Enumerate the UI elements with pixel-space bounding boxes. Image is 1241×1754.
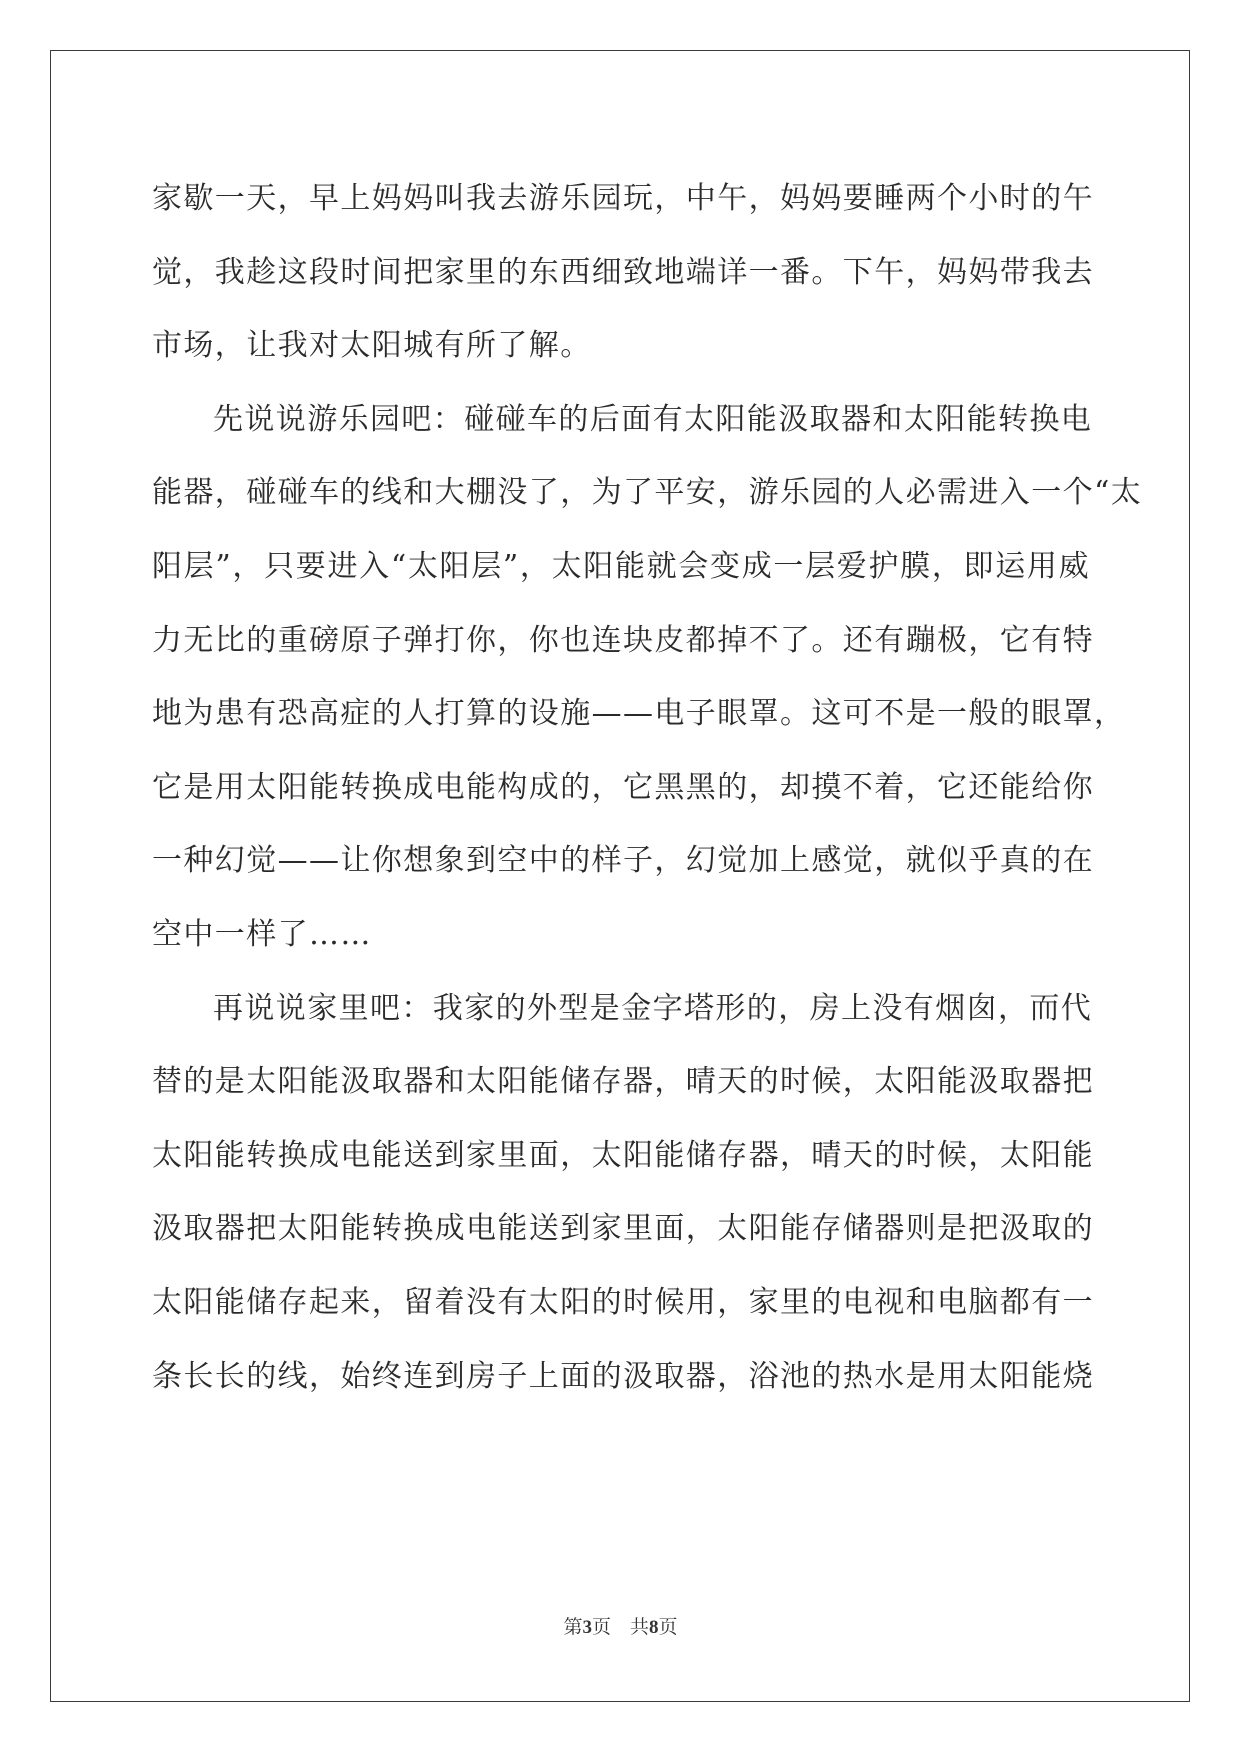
footer-prefix: 第 <box>563 1616 583 1638</box>
footer-suffix: 页 <box>658 1616 678 1638</box>
text-line: 空中一样了…… <box>152 916 372 952</box>
text-line: 太阳能转换成电能送到家里面，太阳能储存器，晴天的时候，太阳能 <box>152 1137 1094 1173</box>
total-page-number: 8 <box>649 1617 659 1638</box>
text-line: 太阳能储存起来，留着没有太阳的时候用，家里的电视和电脑都有一 <box>152 1284 1094 1320</box>
text-line: 汲取器把太阳能转换成电能送到家里面，太阳能存储器则是把汲取的 <box>152 1211 1094 1247</box>
text-line: 阳层”，只要进入“太阳层”，太阳能就会变成一层爱护膜，即运用威 <box>152 548 1090 584</box>
text-line: 家歇一天，早上妈妈叫我去游乐园玩，中午，妈妈要睡两个小时的午 <box>152 181 1094 216</box>
text-line: 地为患有恐高症的人打算的设施——电子眼罩。这可不是一般的眼罩， <box>152 696 1126 732</box>
text-line: 市场，让我对太阳城有所了解。 <box>152 328 592 364</box>
text-line: 条长长的线，始终连到房子上面的汲取器，浴池的热水是用太阳能烧 <box>152 1358 1094 1394</box>
text-line: 先说说游乐园吧：碰碰车的后面有太阳能汲取器和太阳能转换电 <box>213 401 1093 437</box>
page-footer <box>0 1612 1241 1639</box>
document-body <box>152 162 1143 1413</box>
text-line: 它是用太阳能转换成电能构成的，它黑黑的，却摸不着，它还能给你 <box>152 769 1094 805</box>
text-line: 能器，碰碰车的线和大棚没了，为了平安，游乐园的人必需进入一个“太 <box>152 475 1143 511</box>
text-line: 力无比的重磅原子弹打你，你也连块皮都掉不了。还有蹦极，它有特 <box>152 622 1094 658</box>
text-line: 一种幻觉——让你想象到空中的样子，幻觉加上感觉，就似乎真的在 <box>152 843 1094 879</box>
text-line: 觉，我趁这段时间把家里的东西细致地端详一番。下午，妈妈带我去 <box>152 254 1094 290</box>
text-line: 替的是太阳能汲取器和太阳能储存器，晴天的时候，太阳能汲取器把 <box>152 1064 1094 1100</box>
footer-middle: 页 共 <box>591 1616 649 1638</box>
current-page-number: 3 <box>582 1617 592 1638</box>
text-line: 再说说家里吧：我家的外型是金字塔形的，房上没有烟囱，而代 <box>213 990 1093 1026</box>
